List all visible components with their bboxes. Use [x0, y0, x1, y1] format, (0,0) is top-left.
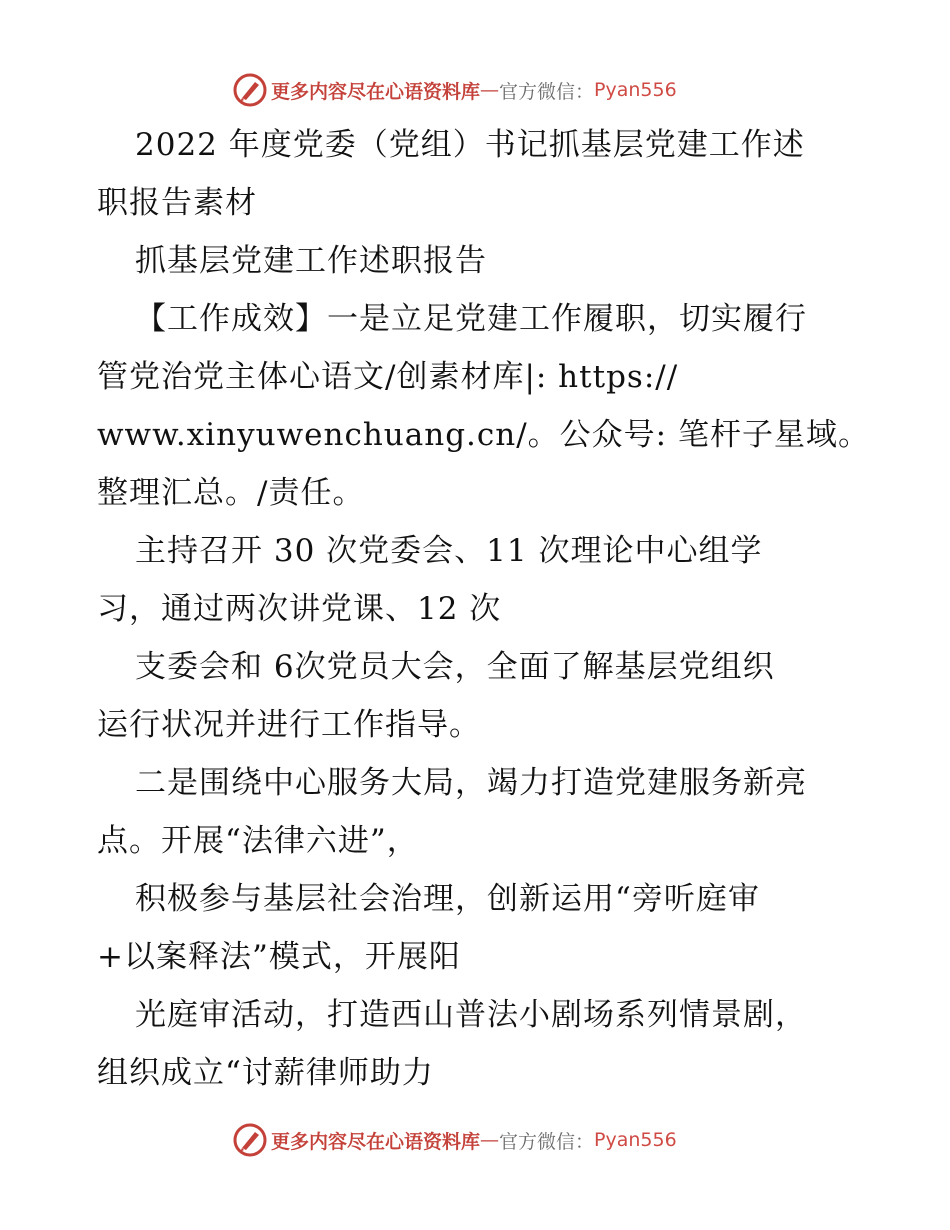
- paragraph-line: 运行状况并进行工作指导。: [97, 707, 481, 743]
- watermark-brand: 更多内容尽在心语资料库: [271, 80, 481, 103]
- watermark-label: 官方微信：: [499, 80, 595, 103]
- paragraph-line: 支委会和 6次党员大会，全面了解基层党组织: [135, 649, 775, 685]
- header-watermark: [233, 70, 733, 110]
- paragraph-line: 组织成立“讨薪律师助力: [97, 1055, 434, 1091]
- watermark-brand: 更多内容尽在心语资料库: [271, 1130, 481, 1153]
- subtitle-line: 抓基层党建工作述职报告: [135, 243, 487, 279]
- paragraph-line: 光庭审活动，打造西山普法小剧场系列情景剧，: [135, 997, 807, 1033]
- footer-watermark: [233, 1120, 733, 1160]
- paragraph-line: 主持召开 30 次党委会、11 次理论中心组学: [135, 533, 763, 569]
- paragraph-line: 【工作成效】一是立足党建工作履职，切实履行: [135, 301, 807, 337]
- quill-logo-icon: [233, 1123, 267, 1157]
- paragraph-line: +以案释法”模式，开展阳: [97, 939, 461, 975]
- watermark-dash: —: [480, 79, 500, 101]
- document-body: [97, 116, 870, 1102]
- watermark-label: 官方微信：: [499, 1130, 595, 1153]
- title-line-2: 职报告素材: [97, 185, 257, 221]
- paragraph-line: 习，通过两次讲党课、12 次: [97, 591, 502, 627]
- watermark-dash: —: [480, 1129, 500, 1151]
- paragraph-line: 二是围绕中心服务大局，竭力打造党建服务新亮: [135, 765, 807, 801]
- watermark-wechat-id: Pyan556: [594, 79, 677, 101]
- paragraph-line: www.xinyuwenchuang.cn/。公众号: 笔杆子星域。: [97, 417, 870, 453]
- watermark-wechat-id: Pyan556: [594, 1129, 677, 1151]
- paragraph-line: 积极参与基层社会治理，创新运用“旁听庭审: [135, 881, 760, 917]
- paragraph-line: 整理汇总。/责任。: [97, 475, 365, 511]
- quill-logo-icon: [233, 73, 267, 107]
- paragraph-line: 点。开展“法律六进”，: [97, 823, 419, 859]
- paragraph-line: 管党治党主体心语文/创素材库|: https://: [97, 359, 679, 395]
- title-line-1: 2022 年度党委（党组）书记抓基层党建工作述: [135, 127, 805, 163]
